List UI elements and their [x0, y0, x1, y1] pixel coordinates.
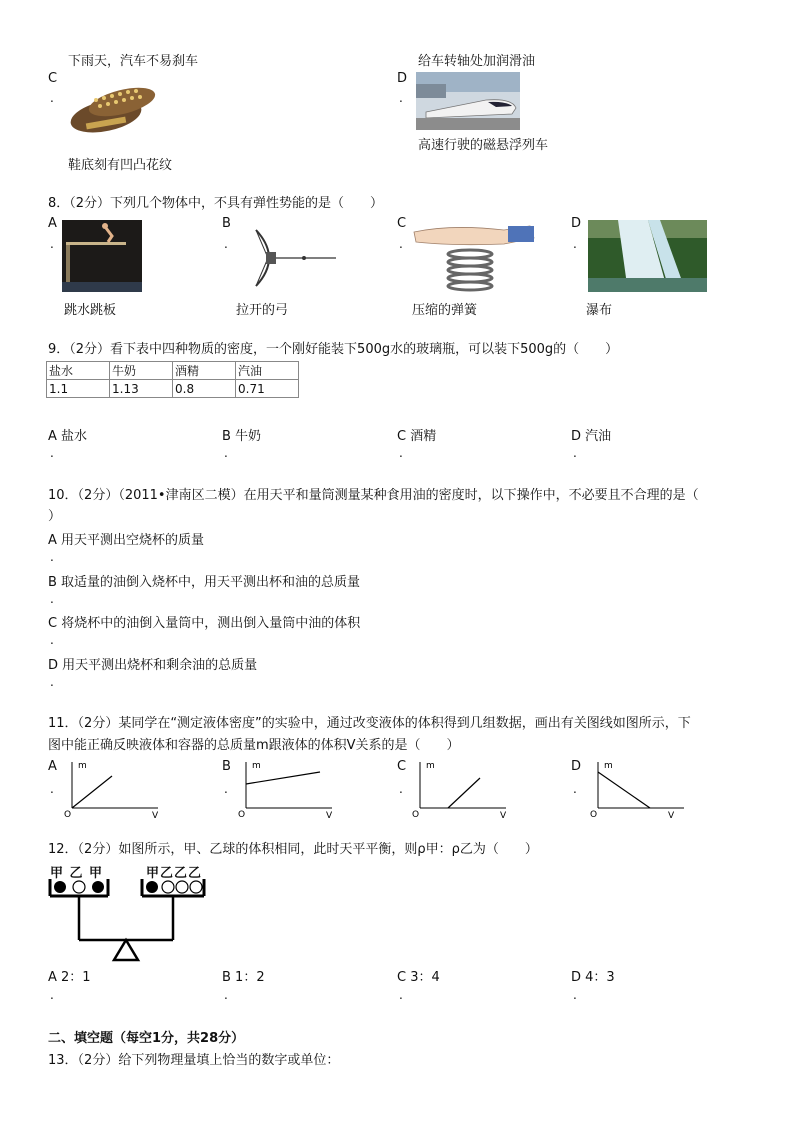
q8-option-d-caption: 瀑布 — [586, 303, 613, 318]
q8-option-a-caption: 跳水跳板 — [64, 303, 117, 318]
graph-c-axis-m: m — [426, 761, 435, 771]
maglev-train-image — [416, 72, 520, 130]
q11-option-b-dot: . — [224, 782, 228, 796]
q9-option-a[interactable]: A 盐水 — [48, 429, 88, 444]
table-cell: 0.71 — [236, 380, 299, 398]
graph-c-axis-v: V — [500, 811, 507, 818]
q7-option-d-letter[interactable]: D — [397, 71, 408, 86]
table-cell: 1.13 — [110, 380, 173, 398]
compressed-spring-image — [412, 220, 536, 294]
q8-option-b-dot: . — [224, 237, 228, 251]
graph-b — [236, 758, 336, 818]
q11-option-d-letter[interactable]: D — [571, 759, 582, 774]
graph-a — [62, 758, 162, 818]
table-row — [47, 380, 299, 398]
q11-option-d-dot: . — [573, 782, 577, 796]
q9-option-d[interactable]: D 汽油 — [571, 429, 612, 444]
q11-option-c-letter[interactable]: C — [397, 759, 407, 774]
q12-option-b[interactable]: B 1：2 — [222, 970, 265, 985]
graph-b-axis-v: V — [326, 811, 333, 818]
graph-d — [588, 758, 688, 818]
q8-option-d-letter[interactable]: D — [571, 216, 582, 231]
q11-stem-line2: 图中能正确反映液体和容器的总质量m跟液体的体积V关系的是（ ） — [48, 738, 460, 753]
table-header-cell: 汽油 — [236, 362, 299, 380]
q7-option-c-letter[interactable]: C — [48, 71, 58, 86]
q7-option-b-caption: 给车转轴处加润滑油 — [418, 54, 536, 69]
q12-option-d[interactable]: D 4：3 — [571, 970, 615, 985]
ball-yi — [73, 881, 85, 893]
ball-jia — [92, 881, 104, 893]
q12-option-a[interactable]: A 2：1 — [48, 970, 91, 985]
q10-option-a-dot: . — [50, 550, 54, 564]
q8-option-a-dot: . — [50, 237, 54, 251]
q10-option-b-dot: . — [50, 592, 54, 606]
q11-option-b-letter[interactable]: B — [222, 759, 231, 774]
q12-option-c-dot: . — [399, 988, 403, 1002]
table-header-cell: 牛奶 — [110, 362, 173, 380]
q11-option-c-dot: . — [399, 782, 403, 796]
graph-d-axis-m: m — [604, 761, 613, 771]
table-cell: 0.8 — [173, 380, 236, 398]
table-row — [47, 362, 299, 380]
q8-option-c-letter[interactable]: C — [397, 216, 407, 231]
ball-yi — [190, 881, 202, 893]
q7-option-d-caption: 高速行驶的磁悬浮列车 — [418, 138, 549, 153]
table-cell: 1.1 — [47, 380, 110, 398]
balance-right-labels: 甲乙乙乙 — [146, 866, 203, 881]
q10-stem-line1: 10．（2分）（2011•津南区二模）在用天平和量筒测量某种食用油的密度时，以下操作中，不必要且不合理的是（ — [48, 488, 699, 503]
ball-jia — [146, 881, 158, 893]
ball-yi — [176, 881, 188, 893]
q9-stem: 9．（2分）看下表中四种物质的密度，一个刚好能装下500g水的玻璃瓶，可以装下500g的（ ） — [48, 342, 619, 357]
q8-option-d-dot: . — [573, 237, 577, 251]
q7-option-c-dot: . — [50, 91, 54, 105]
q12-option-b-dot: . — [224, 988, 228, 1002]
q9-option-b-dot: . — [224, 446, 228, 460]
q11-stem-line1: 11．（2分）某同学在“测定液体密度”的实验中，通过改变液体的体积得到几组数据，画出有关图线如图所示，下 — [48, 716, 691, 731]
table-header-cell: 盐水 — [47, 362, 110, 380]
q9-option-b[interactable]: B 牛奶 — [222, 429, 262, 444]
ball-jia — [54, 881, 66, 893]
q10-option-d[interactable]: D 用天平测出烧杯和剩余油的总质量 — [48, 658, 258, 673]
graph-b-axis-m: m — [252, 761, 261, 771]
q9-option-d-dot: . — [573, 446, 577, 460]
graph-b-origin: O — [238, 810, 246, 818]
balance-left-labels: 甲 乙 甲 — [50, 866, 103, 881]
q12-stem: 12．（2分）如图所示，甲、乙球的体积相同，此时天平平衡，则ρ甲：ρ乙为（ ） — [48, 842, 538, 857]
q13-stem: 13．（2分）给下列物理量填上恰当的数字或单位： — [48, 1053, 340, 1068]
q9-option-a-dot: . — [50, 446, 54, 460]
q10-option-b[interactable]: B 取适量的油倒入烧杯中，用天平测出杯和油的总质量 — [48, 575, 361, 590]
q11-option-a-letter[interactable]: A — [48, 759, 57, 774]
q12-option-a-dot: . — [50, 988, 54, 1002]
density-table — [46, 361, 299, 398]
q8-option-c-dot: . — [399, 237, 403, 251]
q10-option-c[interactable]: C 将烧杯中的油倒入量筒中，测出倒入量筒中油的体积 — [48, 616, 361, 631]
diving-board-image — [62, 220, 142, 292]
q8-option-b-letter[interactable]: B — [222, 216, 231, 231]
sandal-sole-image — [66, 80, 162, 140]
q12-option-c[interactable]: C 3：4 — [397, 970, 440, 985]
q8-stem: 8．（2分）下列几个物体中，不具有弹性势能的是（ ） — [48, 196, 384, 211]
q8-option-b-caption: 拉开的弓 — [236, 303, 289, 318]
q8-option-c-caption: 压缩的弹簧 — [412, 303, 478, 318]
q7-option-d-dot: . — [399, 91, 403, 105]
ball-yi — [162, 881, 174, 893]
q9-option-c-dot: . — [399, 446, 403, 460]
balance-scale-diagram — [48, 876, 218, 966]
graph-d-origin: O — [590, 810, 598, 818]
q12-option-d-dot: . — [573, 988, 577, 1002]
graph-d-axis-v: V — [668, 811, 675, 818]
drawn-bow-image — [236, 222, 340, 292]
graph-c — [410, 758, 510, 818]
graph-a-axis-v: V — [152, 811, 159, 818]
q7-option-a-caption: 下雨天，汽车不易刹车 — [68, 54, 199, 69]
q8-option-a-letter[interactable]: A — [48, 216, 57, 231]
q10-option-c-dot: . — [50, 633, 54, 647]
graph-a-axis-m: m — [78, 761, 87, 771]
q11-option-a-dot: . — [50, 782, 54, 796]
waterfall-image — [588, 220, 707, 292]
graph-c-origin: O — [412, 810, 420, 818]
section-title: 二、填空题（每空1分，共28分） — [48, 1031, 245, 1046]
q7-option-c-caption: 鞋底刻有凹凸花纹 — [68, 158, 173, 173]
q10-option-d-dot: . — [50, 675, 54, 689]
table-header-cell: 酒精 — [173, 362, 236, 380]
q10-option-a[interactable]: A 用天平测出空烧杯的质量 — [48, 533, 205, 548]
graph-a-origin: O — [64, 810, 72, 818]
q10-stem-line2: ） — [48, 509, 62, 524]
q9-option-c[interactable]: C 酒精 — [397, 429, 437, 444]
